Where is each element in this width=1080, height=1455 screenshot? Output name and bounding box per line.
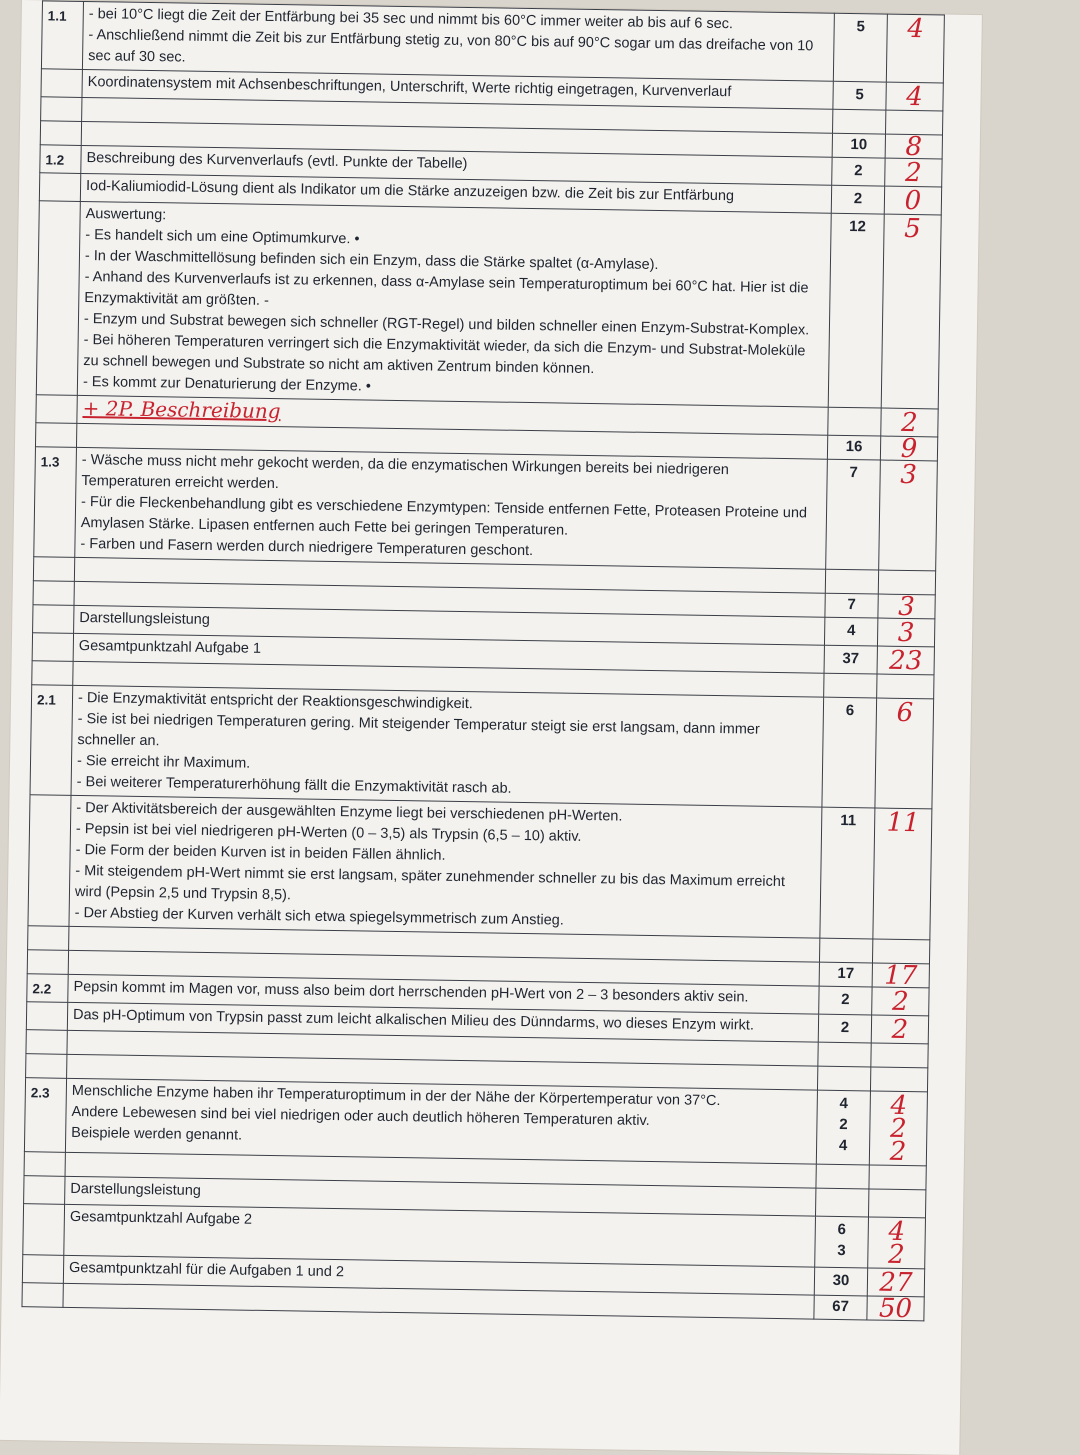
awarded-points: 4 2 [868, 1217, 926, 1269]
max-points: 2 [819, 986, 872, 1015]
task-number [28, 926, 69, 951]
task-number [35, 423, 76, 448]
awarded-points: 2 [881, 408, 938, 437]
max-points [824, 673, 877, 698]
criterion-text [75, 447, 828, 569]
task-number [28, 795, 71, 927]
awarded-points [870, 1067, 927, 1092]
task-number [40, 121, 81, 146]
criterion-line: Iod-Kaliumiodid-Lösung dient als Indikator um die Stärke anzuzeigen bzw. die Zeit bis zur Entfärbung [85, 178, 735, 205]
criterion-line: Darstellungsleistung [70, 1180, 202, 1199]
max-points [816, 1164, 869, 1189]
criterion-line: - Farben und Fasern werden durch niedrigere Temperaturen geschont. [80, 535, 534, 560]
task-number: 2.3 [24, 1078, 66, 1153]
awarded-points: 27 [867, 1268, 924, 1297]
max-points: 6 [822, 697, 877, 808]
criterion-line: Pepsin kommt im Magen vor, muss also beim dort herrschenden pH-Wert von 2 – 3 besonders aktiv sein. [73, 978, 749, 1006]
max-points: 5 [833, 81, 886, 110]
criterion-line: - Anhand des Kurvenverlaufs ist zu erkennen, dass α-Amylase sein Temperaturoptimum bei 60°C hat. Hier ist die Enzymaktivität am größten. - [84, 269, 809, 309]
criterion-line: - Der Aktivitätsbereich der ausgewählten Enzyme liegt bei verschiedenen pH-Werten. [76, 799, 623, 825]
max-points [819, 938, 872, 963]
awarded-points: 23 [877, 646, 934, 675]
criterion-line: - Es kommt zur Denaturierung der Enzyme. • [82, 374, 372, 395]
task-number: 1.3 [34, 447, 77, 558]
table-row [36, 201, 941, 409]
max-points: 2 [831, 185, 884, 214]
criterion-line: Darstellungsleistung [79, 609, 210, 629]
criterion-line: Auswertung: [85, 206, 167, 224]
awarded-points [871, 1043, 928, 1068]
criterion-line: - Sie erreicht ihr Maximum. [76, 752, 251, 772]
awarded-points: 11 [873, 808, 932, 940]
awarded-points: 4 [886, 82, 943, 111]
task-number [33, 581, 74, 606]
max-points: 5 [833, 13, 887, 82]
task-number [22, 1283, 63, 1308]
criterion-line: - Für die Fleckenbehandlung gibt es verschiedene Enzymtypen: Tenside entfernen Fette, Proteasen Proteine und Amylasen Stärke. Lipasen entfernen auch Fette bei geringen Temperaturen. [80, 493, 808, 539]
max-points: 6 3 [815, 1216, 869, 1268]
max-points [825, 569, 878, 594]
criterion-text [71, 685, 824, 807]
criterion-line: Menschliche Enzyme haben ihr Temperaturoptimum in der der Nähe der Körpertemperatur von 37°C. [71, 1082, 721, 1110]
max-points: 67 [814, 1295, 867, 1320]
criterion-line: - Der Abstieg der Kurven verhält sich etwa spiegelsymmetrisch zum Anstieg. [74, 904, 564, 929]
criterion-line: Gesamtpunktzahl für die Aufgaben 1 und 2 [68, 1259, 345, 1281]
max-points: 37 [824, 645, 877, 674]
grading-table-body [22, 1, 944, 1325]
task-number: 1.1 [41, 1, 83, 70]
task-number [36, 201, 80, 396]
max-points [828, 407, 881, 436]
awarded-points: 50 [867, 1296, 924, 1321]
criterion-text [65, 1078, 817, 1164]
task-number: 2.1 [30, 685, 73, 796]
task-number [23, 1204, 65, 1256]
criterion-text [69, 795, 822, 938]
awarded-points: 2 [885, 158, 942, 187]
criterion-line: - Pepsin ist bei viel niedrigeren pH-Werten (0 – 3,5) als Trypsin (6,5 – 10) aktiv. [75, 820, 582, 845]
criterion-line: Gesamtpunktzahl Aufgabe 1 [78, 637, 262, 657]
criterion-line: - Sie ist bei niedrigen Temperaturen gering. Mit steigender Temperatur steigt sie erst langsam, dann immer schneller an. [77, 710, 760, 750]
criterion-line: Gesamtpunktzahl Aufgabe 2 [69, 1208, 253, 1228]
task-number [26, 1054, 67, 1079]
criterion-text [82, 1, 834, 81]
criterion-line: - Die Form der beiden Kurven ist in beiden Fällen ähnlich. [75, 841, 446, 864]
task-number [33, 557, 74, 582]
task-number [36, 395, 77, 424]
criterion-line: Beispiele werden genannt. [71, 1124, 243, 1144]
task-number [26, 1002, 67, 1031]
max-points: 4 [824, 617, 877, 646]
task-number [24, 1152, 65, 1177]
table-row [34, 447, 938, 571]
criterion-line: Andere Lebewesen sind bei viel niedrigen oder auch deutlich höheren Temperaturen aktiv. [71, 1103, 650, 1129]
awarded-points: 0 [884, 186, 941, 215]
table-row [30, 685, 934, 809]
max-points: 12 [828, 213, 884, 408]
max-points: 17 [819, 962, 872, 987]
criterion-line: - Bei weiterer Temperaturerhöhung fällt die Enzymaktivität rasch ab. [76, 773, 512, 797]
max-points: 7 [826, 459, 881, 570]
awarded-points: 2 [872, 987, 929, 1016]
criterion-line: Koordinatensystem mit Achsenbeschriftungen, Unterschrift, Werte richtig eingetragen, Kurvenverlauf [87, 74, 732, 101]
awarded-points: 5 [881, 214, 941, 409]
criterion-text [77, 201, 831, 407]
criterion-line: - Die Enzymaktivität entspricht der Reaktionsgeschwindigkeit. [77, 689, 474, 713]
criterion-line: - Wäsche muss nicht mehr gekocht werden, da die enzymatischen Wirkungen bereits bei niedrigeren Temperaturen erreicht werden. [81, 451, 730, 493]
task-number [41, 97, 82, 122]
table-row [24, 1078, 927, 1166]
max-points: 4 2 4 [816, 1090, 870, 1165]
awarded-points: 17 [872, 963, 929, 988]
criterion-line: - Es handelt sich um eine Optimumkurve. • [85, 227, 360, 248]
awarded-points: 4 [886, 14, 944, 83]
task-number: 2.2 [27, 974, 68, 1003]
awarded-points [869, 1165, 926, 1190]
criterion-line: - Bei höheren Temperaturen verringert sich die Enzymaktivität wieder, da sich die Enzym- und Substrat-Moleküle zu schnell bewegen und Substrate so nicht am aktiven Zentrum binden können. [83, 332, 806, 378]
task-number [39, 173, 80, 202]
max-points: 7 [825, 593, 878, 618]
criterion-line: Das pH-Optimum von Trypsin passt zum leicht alkalischen Milieu des Dünndarms, wo dieses Enzym wirkt. [72, 1006, 755, 1034]
max-points: 2 [818, 1014, 871, 1043]
criterion-line: - Anschließend nimmt die Zeit bis zur Entfärbung stetig zu, von 80°C bis auf 90°C sogar um das dreifache von 10 sec auf 30 sec. [88, 27, 814, 66]
task-number [41, 69, 82, 98]
task-number [24, 1176, 65, 1205]
max-points: 2 [832, 157, 885, 186]
task-number: 1.2 [40, 145, 81, 174]
awarded-points: 3 [878, 594, 935, 619]
criterion-line: - In der Waschmittellösung befinden sich ein Enzym, dass die Stärke spaltet (α-Amylase). [84, 248, 659, 274]
task-number [32, 633, 73, 662]
grading-table [21, 0, 944, 1325]
awarded-points: 8 [885, 134, 942, 159]
awarded-points: 2 [871, 1015, 928, 1044]
task-number [26, 1030, 67, 1055]
task-number [22, 1255, 63, 1284]
criterion-line: Beschreibung des Kurvenverlaufs (evtl. Punkte der Tabelle) [86, 150, 468, 173]
criterion-line: - Enzym und Substrat bewegen sich schneller (RGT-Regel) und bilden schneller einen Enzym-Substrat-Komplex. [83, 311, 810, 339]
awarded-points: 9 [880, 436, 937, 461]
max-points: 10 [832, 133, 885, 158]
max-points [818, 1042, 871, 1067]
table-row [28, 795, 932, 940]
awarded-points: 4 2 2 [869, 1091, 927, 1166]
task-number [33, 605, 74, 634]
handwritten-note: + 2P. Beschreibung [82, 396, 281, 424]
max-points: 30 [814, 1267, 867, 1296]
task-number [32, 661, 73, 686]
awarded-points [868, 1189, 925, 1218]
awarded-points: 3 [877, 618, 934, 647]
max-points [815, 1188, 868, 1217]
max-points [833, 109, 886, 134]
max-points: 16 [827, 435, 880, 460]
criterion-line: - bei 10°C liegt die Zeit der Entfärbung bei 35 sec und nimmt bis 60°C immer weiter ab bis auf 6 sec. [88, 6, 734, 33]
awarded-points [877, 674, 934, 699]
criterion-line: - Mit steigendem pH-Wert nimmt sie erst langsam, später zunehmender schneller zu bis das Maximum erreicht wird (Pepsin 2,5 und Trypsin 8,5). [74, 862, 786, 904]
awarded-points: 3 [879, 460, 938, 571]
task-number [27, 950, 68, 975]
max-points: 11 [820, 807, 875, 939]
max-points [817, 1066, 870, 1091]
awarded-points: 6 [875, 698, 934, 809]
